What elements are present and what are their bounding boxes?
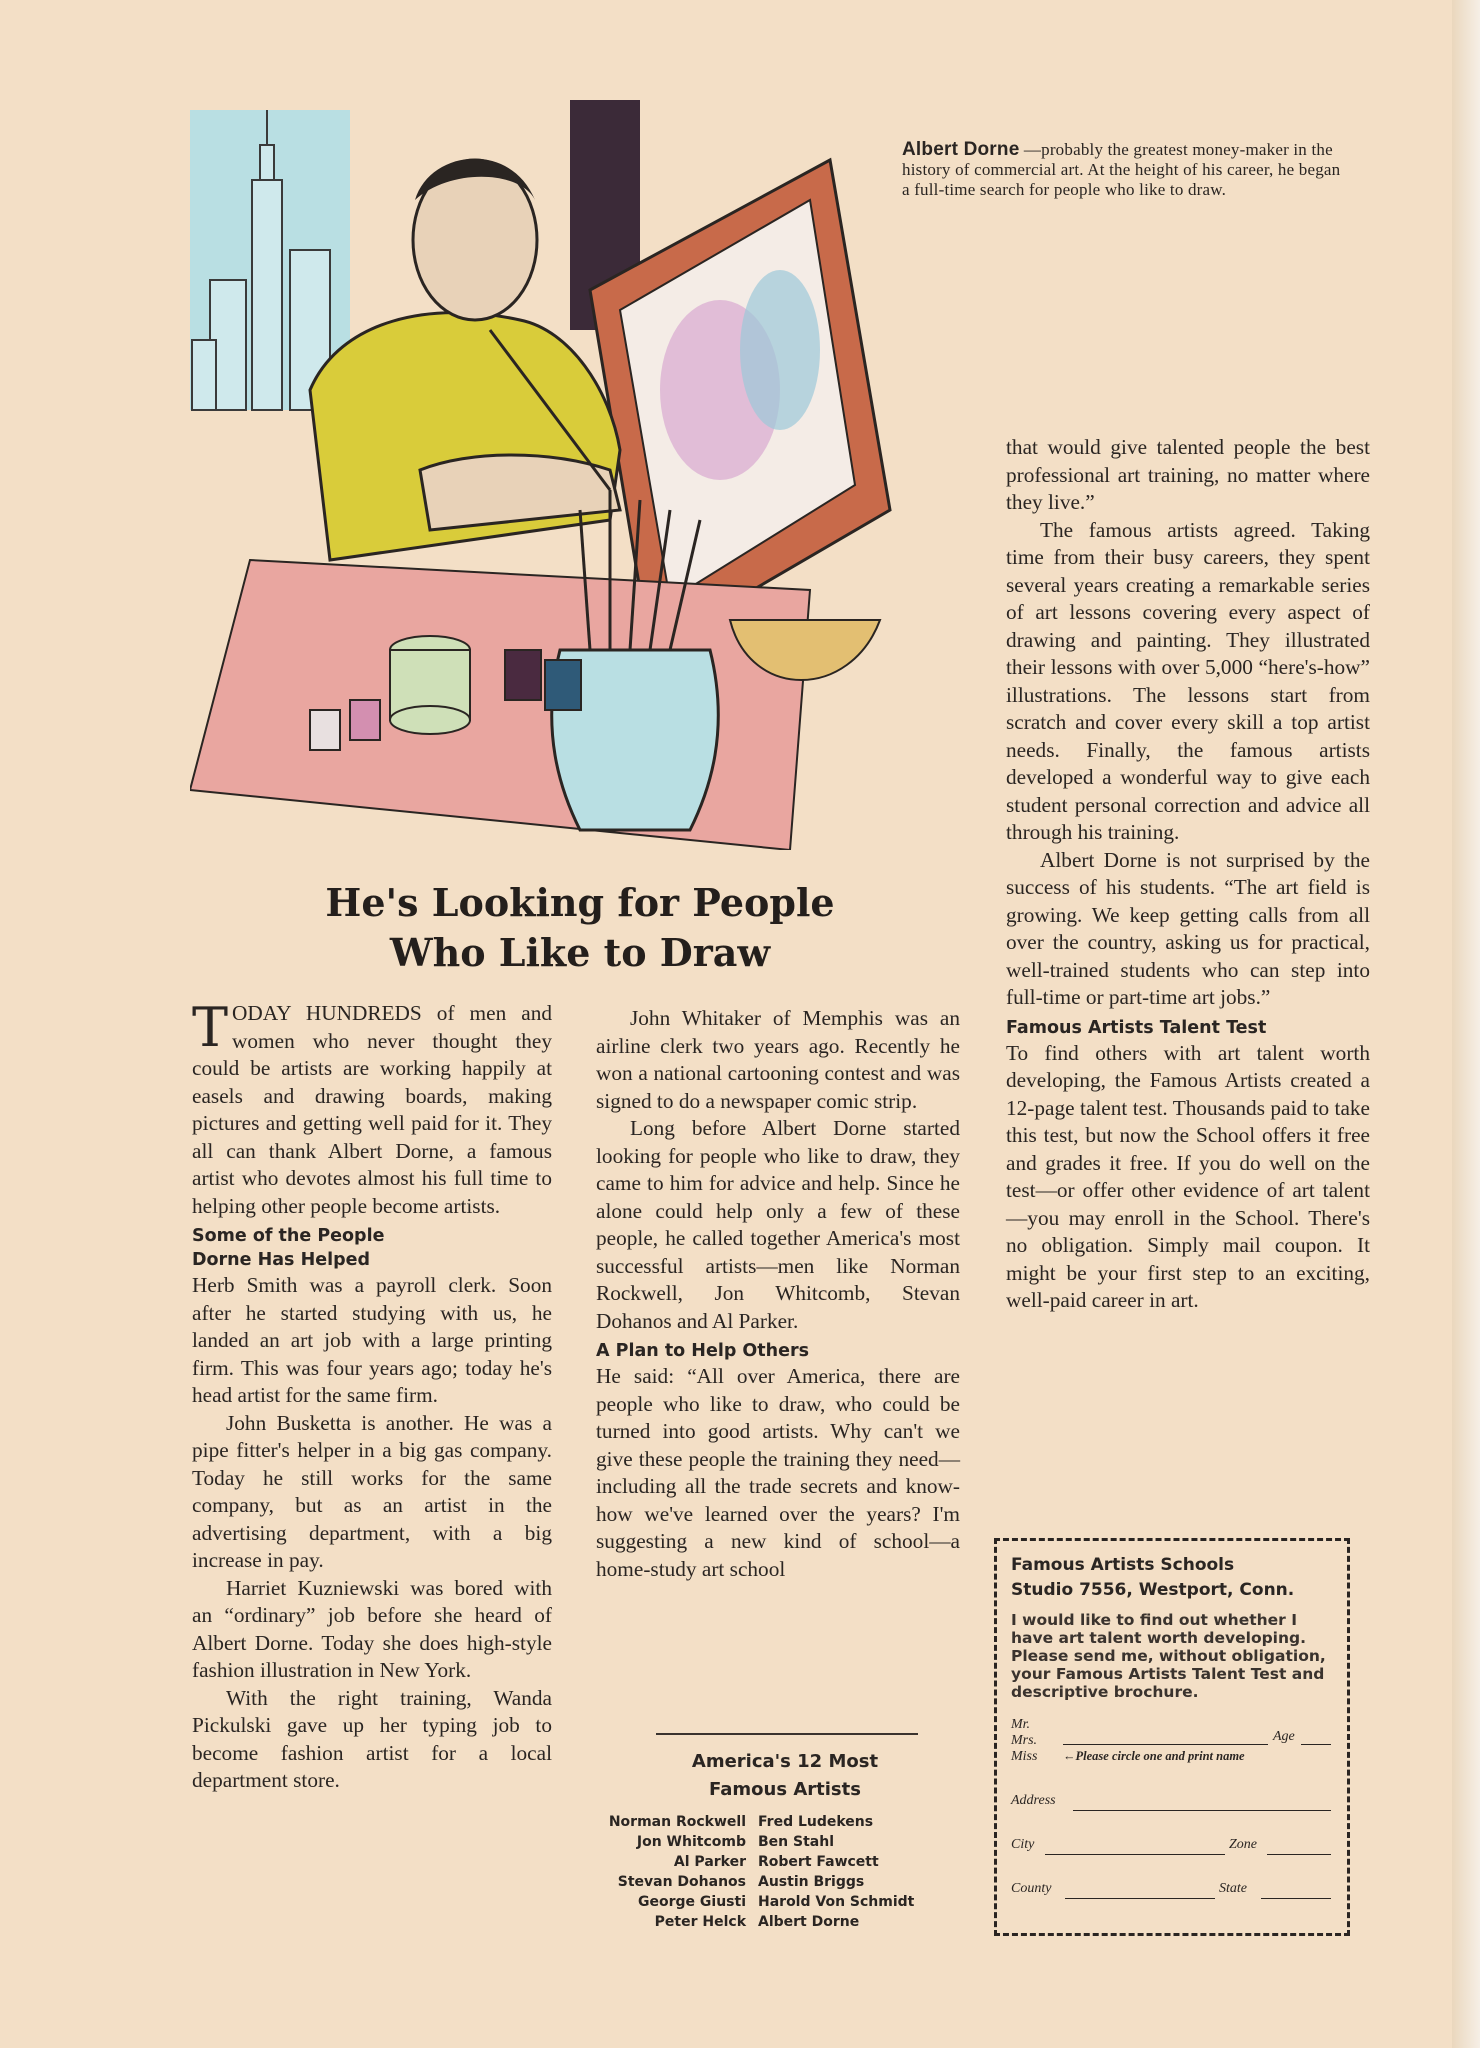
caption-name: Albert Dorne xyxy=(902,139,1020,160)
page-spine-edge xyxy=(1452,0,1480,2048)
mail-coupon[interactable] xyxy=(994,1538,1350,1936)
col2-paragraph-2: Long before Albert Dorne started looking for people who like to draw, they came to him for advice and help. Since he alone could help only a few of these people, he called together America's most successful artists—men like Norman Rockwell, Jon Whitcomb, Stevan Dohanos and Al Parker. xyxy=(596,1116,960,1333)
headline-line-1: He's Looking for People xyxy=(325,880,835,925)
state-line[interactable] xyxy=(1261,1898,1331,1899)
lead-in: ODAY HUNDREDS xyxy=(232,1001,422,1025)
col2-paragraph-3: He said: “All over America, there are people who like to draw, who could be turned into good artists. Why can't we give these people the training they need—including all the trade secrets and know-how we've learned over the years? I'm suggesting a new kind of school—a home-study art school xyxy=(596,1364,960,1581)
address-line xyxy=(1073,1810,1331,1811)
subhead-some-of-the-people: Some of the People xyxy=(192,1226,385,1246)
coupon-studio-address: Studio 7556, Westport, Conn. xyxy=(1011,1580,1295,1600)
artist-name: George Giusti xyxy=(638,1894,746,1910)
artist-name: Robert Fawcett xyxy=(758,1854,879,1870)
headline-line-2: Who Like to Draw xyxy=(389,930,771,975)
list-item xyxy=(580,1852,980,1872)
col1-paragraph-3: John Busketta is another. He was a pipe fitter's helper in a big gas company. Today he still works for the same company, but as an artist in the advertising department, with a big increase in pay. xyxy=(192,1410,552,1572)
list-item xyxy=(580,1812,980,1832)
artist-name: Albert Dorne xyxy=(758,1914,860,1930)
artist-name: Norman Rockwell xyxy=(608,1814,746,1830)
artist-name: Fred Ludekens xyxy=(758,1814,874,1830)
caption-text: —probably the greatest money-maker in the history of commercial art. At the height of his career, he began a full-time search for people who like to draw. xyxy=(902,140,1341,199)
famous-title-line-2: Famous Artists xyxy=(709,1779,861,1800)
city-label: City xyxy=(1011,1837,1035,1852)
address-label: Address xyxy=(1011,1793,1056,1808)
city-line[interactable] xyxy=(1045,1854,1225,1855)
age-line[interactable] xyxy=(1301,1744,1331,1745)
artist-name: Jon Whitcomb xyxy=(636,1834,746,1850)
county-label: County xyxy=(1011,1881,1052,1896)
famous-artists-list xyxy=(580,1812,980,1932)
list-item xyxy=(580,1892,980,1912)
col3-paragraph-3: Albert Dorne is not surprised by the success of his students. “The art field is growing. We keep getting calls from all over the country, asking us for practical, well-trained students who can step into full-time or part-time art jobs.” xyxy=(1006,847,1370,1009)
artist-name: Al Parker xyxy=(673,1854,746,1870)
artist-name: Harold Von Schmidt xyxy=(758,1894,915,1910)
list-item xyxy=(580,1912,980,1932)
artist-illustration xyxy=(190,90,970,850)
col3-paragraph-1: that would give talented people the best professional art training, no matter where they live.” xyxy=(1006,435,1370,514)
list-item xyxy=(580,1872,980,1892)
county-state-field[interactable] xyxy=(1011,1881,1333,1903)
col3-paragraph-2: The famous artists agreed. Taking time from their busy careers, they spent several years creating a remarkable series of art lessons covering every aspect of drawing and painting. They illustrated their lessons with over 5,000 “here's-how” illustrations. The lessons start from scratch and cover every skill a top artist needs. Finally, the famous artists developed a wonderful way to give each student personal correction and advice all through his training. xyxy=(1006,517,1370,844)
col1-paragraph-4: Harriet Kuzniewski was bored with an “ordinary” job before she heard of Albert Dorne. Today she does high-style fashion illustration in New York. xyxy=(192,1575,552,1682)
title-mr[interactable]: Mr. xyxy=(1011,1717,1031,1732)
age-label: Age xyxy=(1273,1729,1295,1744)
coupon-request-text: I would like to find out whether I have art talent worth developing. Please send me, without obligation, your Famous Artists Talent Test and descriptive brochure. xyxy=(1011,1611,1326,1701)
col1-paragraph-2: Herb Smith was a payroll clerk. Soon after he started studying with us, he landed an art job with a large printing firm. This was four years ago; today he's head artist for the same firm. xyxy=(192,1273,552,1407)
subhead-plan-to-help-others: A Plan to Help Others xyxy=(596,1341,810,1361)
photo-caption xyxy=(902,140,1342,200)
title-miss[interactable]: Miss xyxy=(1011,1749,1038,1764)
col1-paragraph-5: With the right training, Wanda Pickulski gave up her typing job to become fashion artist for a local department store. xyxy=(192,1685,552,1792)
famous-title-line-1: America's 12 Most xyxy=(691,1751,879,1772)
city-zone-field[interactable] xyxy=(1011,1837,1333,1859)
list-item xyxy=(580,1832,980,1852)
title-mrs[interactable]: Mrs. xyxy=(1011,1733,1038,1748)
headline xyxy=(200,878,960,978)
state-label: State xyxy=(1219,1881,1247,1896)
article-column-2 xyxy=(596,1005,960,1583)
zone-line[interactable] xyxy=(1267,1854,1331,1855)
name-instruction: ←Please circle one and print name xyxy=(1063,1749,1245,1763)
subhead-dorne-has-helped: Dorne Has Helped xyxy=(192,1250,370,1270)
name-field[interactable] xyxy=(1011,1717,1333,1775)
artist-name: Peter Helck xyxy=(654,1914,746,1930)
col2-paragraph-1: John Whitaker of Memphis was an airline clerk two years ago. Recently he won a national cartooning contest and was signed to do a newspaper comic strip. xyxy=(596,1006,960,1113)
address-field[interactable] xyxy=(1011,1793,1333,1815)
article-column-1 xyxy=(192,996,552,1795)
subhead-talent-test: Famous Artists Talent Test xyxy=(1006,1017,1267,1038)
article-column-3 xyxy=(1006,434,1370,1315)
zone-label: Zone xyxy=(1229,1837,1257,1852)
name-line[interactable] xyxy=(1063,1744,1268,1745)
divider-rule xyxy=(656,1733,918,1735)
artist-name: Stevan Dohanos xyxy=(617,1874,746,1890)
artist-name: Ben Stahl xyxy=(758,1834,834,1850)
famous-artists-title xyxy=(620,1748,950,1804)
col1-paragraph-1: of men and women who never thought they could be artists are working happily at easels and drawing boards, making pictures and getting well paid for it. They all can thank Albert Dorne, a famous artist who devotes almost his full time to helping other people become artists. xyxy=(192,1001,552,1218)
col3-paragraph-4: To find others with art talent worth developing, the Famous Artists created a 12-page talent test. Thousands paid to take this test, but now the School offers it free and grades it free. If you do well on the test—or offer other evidence of art talent—you may enroll in the School. There's no obligation. Simply mail coupon. It might be your first step to an exciting, well-paid career in art. xyxy=(1006,1040,1370,1312)
drop-cap: T xyxy=(192,996,229,1059)
artist-name: Austin Briggs xyxy=(758,1874,865,1890)
coupon-school-name: Famous Artists Schools xyxy=(1011,1555,1235,1575)
county-line[interactable] xyxy=(1065,1898,1215,1899)
